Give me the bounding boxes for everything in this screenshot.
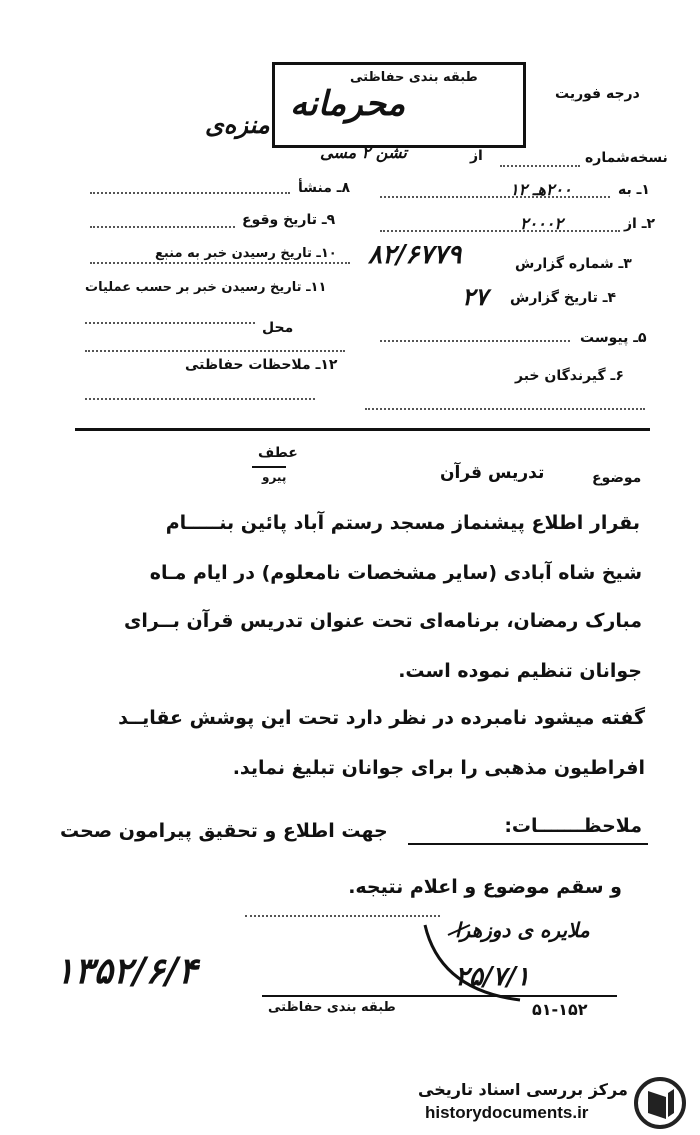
field-news-to-ops-dots: [85, 322, 255, 324]
handwritten-date-left: ۱۳۵۲/۶/۴: [55, 950, 198, 992]
header-separator: [75, 428, 650, 431]
copy-number-label: نسخه‌شماره: [585, 150, 668, 166]
field-report-date: ۴ـ تاریخ گزارش: [510, 290, 617, 306]
confidential-handwritten-stamp: محرمانه: [290, 84, 406, 124]
field-news-to-source-date: ۱۰ـ تاریخ رسیدن خبر به منبع: [155, 246, 337, 261]
field-news-to-source-dots: [90, 262, 350, 264]
field-security-notes-dots: [85, 398, 315, 400]
field-location-dots: [85, 350, 345, 352]
copy-handwritten: تشن ۲ مسی: [320, 143, 407, 162]
priority-label: درجه فوریت: [555, 86, 640, 102]
field-origin-dots: [90, 192, 290, 194]
remarks-line-2: و سقم موضوع و اعلام نتیجه.: [348, 876, 622, 898]
field-to: ۱ـ به: [618, 182, 650, 198]
field-from: ۲ـ از: [624, 216, 656, 232]
field-recipients: ۶ـ گیرندگان خبر: [515, 368, 624, 384]
remarks-line-1: جهت اطلاع و تحقیق پیرامون صحت: [60, 820, 388, 842]
handwritten-marginal-note: منزه‌ی: [205, 110, 270, 139]
bottom-stamp-box-top: [245, 915, 440, 917]
field-to-value: ۲۰۰هـ ۱۲: [510, 180, 572, 199]
field-report-number: ۳ـ شماره گزارش: [515, 256, 632, 272]
classification-bottom: طبقه بندی حفاظتی: [268, 1000, 396, 1015]
body-line-2: شیخ شاه آبادی (سایر مشخصات نامعلوم) در ایام مـاه: [149, 562, 642, 584]
watermark-book-logo-icon: [632, 1075, 688, 1131]
subject-annot-rule: [252, 466, 286, 468]
field-occurrence-dots: [90, 226, 235, 228]
subject-label: موضوع: [592, 470, 642, 486]
field-location: محل: [262, 320, 294, 336]
field-to-dots: [380, 196, 610, 198]
subject-annot-bottom: پیرو: [262, 470, 287, 484]
body-line-1: بقرار اطلاع پیشنماز مسجد رستم آباد پائین بنـــــام: [165, 512, 640, 534]
remarks-underline: [408, 843, 648, 845]
body-line-3: مبارک رمضان، برنامه‌ای تحت عنوان تدریس قرآن بــرای: [124, 610, 642, 632]
field-occurrence-date: ۹ـ تاریخ وقوع: [242, 212, 336, 228]
handwritten-signature: ملایره ی دوزهرا: [455, 918, 590, 942]
watermark-title: مرکز بررسی اسناد تاریخی: [418, 1080, 628, 1099]
field-report-number-value: ۸۲/۶۷۷۹: [368, 240, 462, 270]
subject-value: تدریس قرآن: [440, 463, 545, 483]
body-line-4: جوانان تنظیم نموده است.: [398, 660, 642, 682]
field-news-to-ops-date: ۱۱ـ تاریخ رسیدن خبر بر حسب عملیات: [85, 280, 327, 295]
classification-top: طبقه بندی حفاظتی: [350, 70, 478, 85]
field-origin: ۸ـ منشأ: [298, 180, 351, 196]
field-from-value: ۲۰۰۰۲: [520, 214, 563, 233]
field-attachment: ۵ـ پیوست: [580, 330, 647, 346]
handwritten-number-right: ۲۵/۷/۱: [455, 962, 530, 992]
form-code: ۵۱-۱۵۲: [532, 1000, 588, 1019]
copy-dots: [500, 165, 580, 167]
field-from-dots: [380, 230, 620, 232]
field-security-notes: ۱۲ـ ملاحظات حفاظتی: [185, 357, 338, 373]
field-recipients-dots: [365, 408, 645, 410]
watermark-url: historydocuments.ir: [425, 1103, 589, 1122]
field-report-date-value: ۲۷: [462, 282, 488, 311]
bottom-rule: [262, 995, 617, 997]
body-line-6: افراطیون مذهبی را برای جوانان تبلیغ نماید.: [232, 757, 645, 779]
remarks-label: ملاحظـــــــات:: [504, 815, 642, 837]
body-line-5: گفته میشود نامبرده در نظر دارد تحت این پوشش عقایــد: [118, 707, 645, 729]
copy-from-label: از: [470, 148, 483, 164]
field-attachment-dots: [380, 340, 570, 342]
subject-annot-top: عطف: [258, 445, 298, 461]
